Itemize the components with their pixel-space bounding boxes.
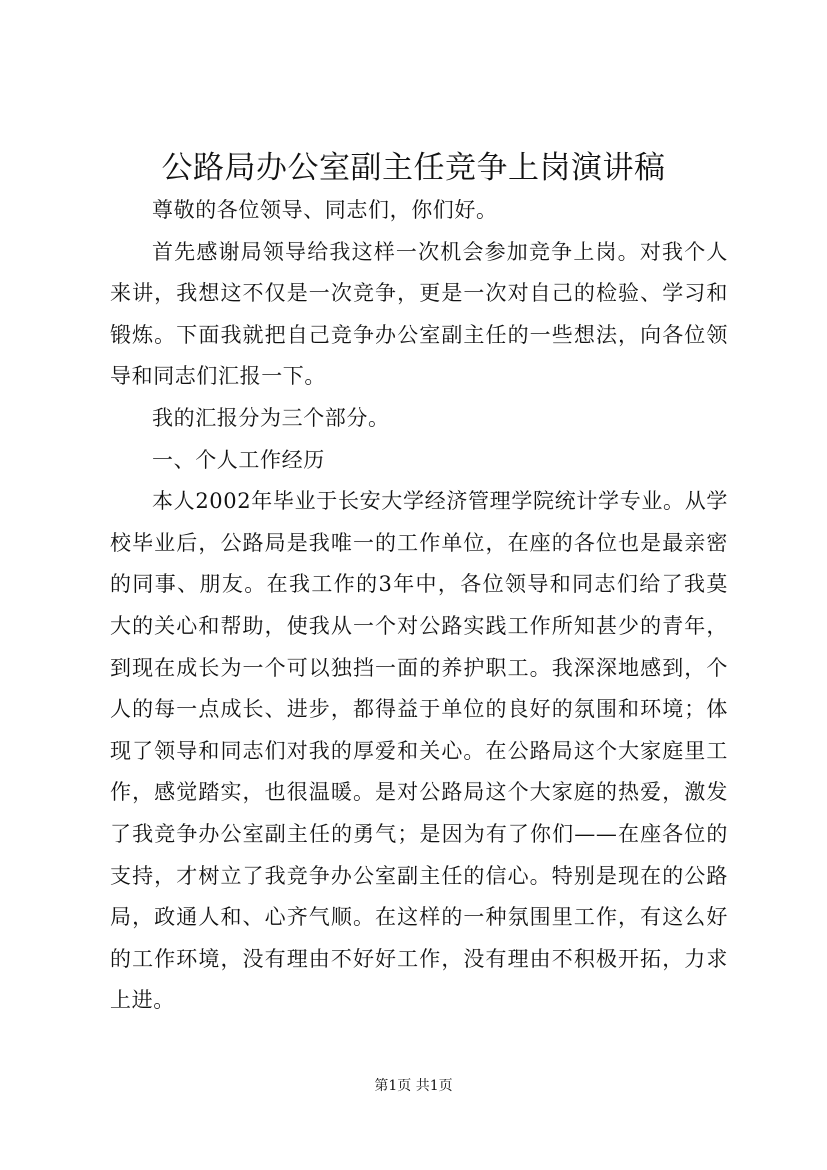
paragraph-work-experience: 本人2002年毕业于长安大学经济管理学院统计学专业。从学校毕业后，公路局是我唯一的工作单位，在座的各位也是最亲密的同事、朋友。在我工作的3年中，各位领导和同志们给了我莫大的关心和帮助，使我从一个对公路实践工作所知甚少的青年，到现在成长为一个可以独挡一面的养护职工。我深深地感到，个人的每一点成长、进步，都得益于单位的良好的氛围和环境；体现了领导和同志们对我的厚爱和关心。在公路局这个大家庭里工作，感觉踏实，也很温暖。是对公路局这个大家庭的热爱，激发了我竞争办公室副主任的勇气；是因为有了你们——在座各位的支持，才树立了我竞争办公室副主任的信心。特别是现在的公路局，政通人和、心齐气顺。在这样的一种氛围里工作，有这么好的工作环境，没有理由不好好工作，没有理由不积极开拓，力求上进。 [110, 489, 728, 1013]
document-body [110, 190, 728, 1022]
page-footer: 第1页 共1页 [374, 1078, 453, 1094]
document-title: 公路局办公室副主任竞争上岗演讲稿 [161, 150, 666, 186]
section-heading-work-experience: 一、个人工作经历 [152, 447, 325, 472]
paragraph-introduction: 首先感谢局领导给我这样一次机会参加竞争上岗。对我个人来讲，我想这不仅是一次竞争，更是一次对自己的检验、学习和锻炼。下面我就把自己竞争办公室副主任的一些想法，向各位领导和同志们汇报一下。 [110, 239, 728, 389]
paragraph-greeting: 尊敬的各位领导、同志们，你们好。 [152, 198, 498, 222]
paragraph-report-outline: 我的汇报分为三个部分。 [152, 405, 390, 430]
